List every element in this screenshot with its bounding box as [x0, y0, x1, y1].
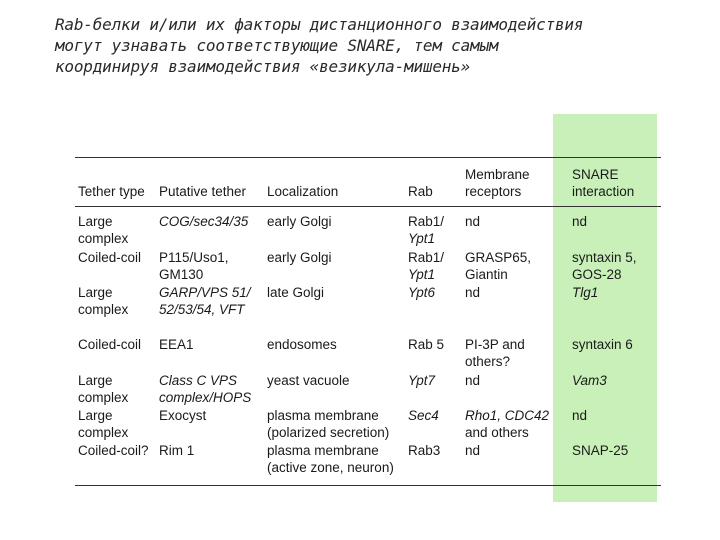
table-header-rule: [75, 206, 661, 207]
row3-type-1: Large: [78, 285, 113, 300]
header-putative-tether: Putative tether: [159, 184, 247, 199]
row2-localization: early Golgi: [267, 250, 332, 265]
row3-tether-2: 52/53/54, VFT: [159, 302, 245, 317]
row2-receptors-2: Giantin: [465, 267, 508, 282]
header-snare-line1: SNARE: [572, 167, 619, 182]
row5-type-2: complex: [78, 390, 129, 405]
row2-rab-2: Ypt1: [408, 267, 436, 282]
row5-type-1: Large: [78, 373, 113, 388]
row6-tether: Exocyst: [159, 408, 207, 423]
row1-localization: early Golgi: [267, 214, 332, 229]
row1-type-1: Large: [78, 214, 113, 229]
row6-type-1: Large: [78, 408, 113, 423]
header-rab: Rab: [408, 184, 433, 199]
row5-localization: yeast vacuole: [267, 373, 350, 388]
row3-type-2: complex: [78, 302, 129, 317]
row7-localization-1: plasma membrane: [267, 443, 379, 458]
row4-localization: endosomes: [267, 337, 337, 352]
row4-receptors-2: others?: [465, 354, 511, 369]
header-membrane-line1: Membrane: [465, 167, 530, 182]
row6-receptors-1: Rho1, CDC42: [465, 408, 550, 423]
row6-type-2: complex: [78, 425, 129, 440]
row5-snare: Vam3: [572, 373, 607, 388]
row4-rab: Rab 5: [408, 337, 445, 352]
row7-tether: Rim 1: [159, 443, 195, 458]
row2-tether-2: GM130: [159, 267, 204, 282]
header-tether-type: Tether type: [78, 184, 145, 199]
header-snare-line2: interaction: [572, 184, 635, 199]
row4-snare: syntaxin 6: [572, 337, 633, 352]
row1-type-2: complex: [78, 231, 129, 246]
row3-tether-1: GARP/VPS 51/: [159, 285, 251, 300]
row1-rab-2: Ypt1: [408, 231, 436, 246]
header-membrane-line2: receptors: [465, 184, 522, 199]
row5-tether-1: Class C VPS: [159, 373, 238, 388]
row6-receptors-2: and others: [465, 425, 529, 440]
row2-type: Coiled-coil: [78, 250, 142, 265]
title-line-2: могут узнавать соответствующие SNARE, тем самым: [55, 36, 499, 55]
row4-tether: EEA1: [159, 337, 194, 352]
row3-receptors: nd: [465, 285, 481, 300]
row3-rab: Ypt6: [408, 285, 436, 300]
row5-receptors: nd: [465, 373, 481, 388]
row1-tether: COG/sec34/35: [159, 214, 249, 229]
row2-receptors-1: GRASP65,: [465, 250, 532, 265]
row6-rab: Sec4: [408, 408, 439, 423]
row5-rab: Ypt7: [408, 373, 436, 388]
row7-rab: Rab3: [408, 443, 441, 458]
row2-rab-1: Rab1/: [408, 250, 445, 265]
row1-snare: nd: [572, 214, 588, 229]
slide-title: [55, 14, 705, 77]
header-localization: Localization: [267, 184, 339, 199]
row6-localization-2: (polarized secretion): [267, 425, 390, 440]
title-line-1: Rab-белки и/или их факторы дистанционного взаимодействия: [55, 15, 584, 34]
title-line-3: координируя взаимодействия «везикула-мишень»: [55, 57, 471, 76]
table-bottom-rule: [75, 485, 661, 486]
row3-snare: Tlg1: [572, 285, 599, 300]
row4-receptors-1: PI-3P and: [465, 337, 525, 352]
row3-localization: late Golgi: [267, 285, 325, 300]
table-top-rule: [75, 157, 661, 158]
row2-snare-1: syntaxin 5,: [572, 250, 637, 265]
row2-tether-1: P115/Uso1,: [159, 250, 229, 265]
row7-receptors: nd: [465, 443, 481, 458]
row6-snare: nd: [572, 408, 588, 423]
row1-rab-1: Rab1/: [408, 214, 445, 229]
row6-localization-1: plasma membrane: [267, 408, 379, 423]
row7-type: Coiled-coil?: [78, 443, 149, 458]
row7-snare: SNAP-25: [572, 443, 629, 458]
row7-localization-2: (active zone, neuron): [267, 460, 394, 475]
row1-receptors: nd: [465, 214, 481, 229]
row5-tether-2: complex/HOPS: [159, 390, 252, 405]
row2-snare-2: GOS-28: [572, 267, 622, 282]
row4-type: Coiled-coil: [78, 337, 142, 352]
